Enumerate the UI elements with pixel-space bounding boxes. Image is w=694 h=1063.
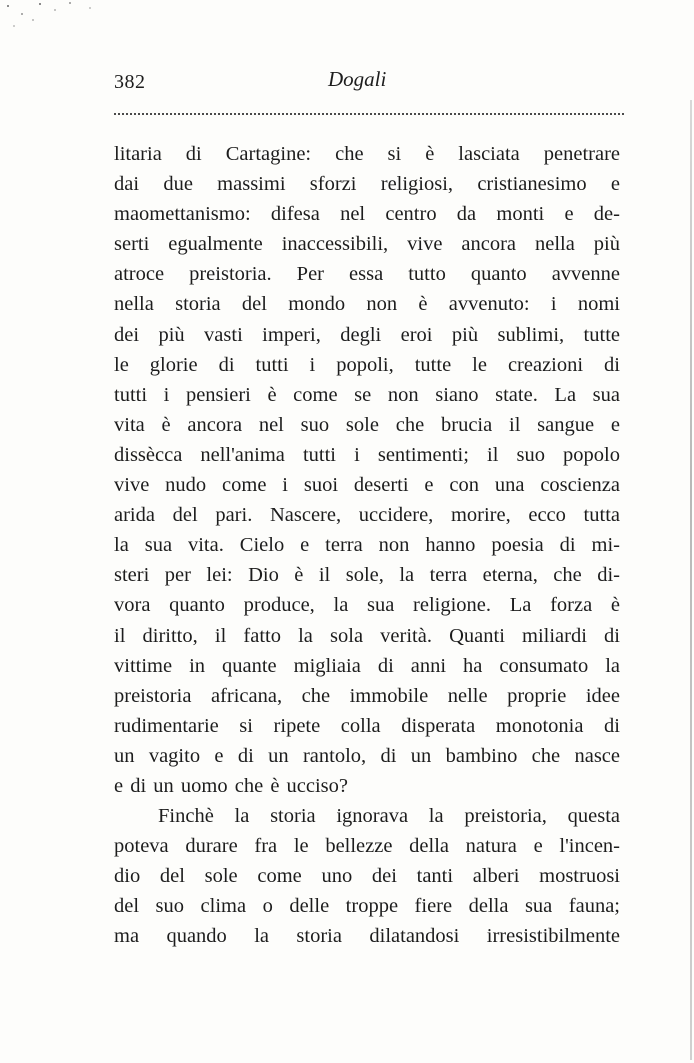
text-line: preistoria africana, che immobile nelle proprie idee [114, 684, 620, 707]
header-dotted-rule [114, 113, 624, 115]
text-line: la sua vita. Cielo e terra non hanno poesia di mi- [114, 534, 620, 557]
text-line: arida del pari. Nascere, uccidere, morire, ecco tutta [114, 504, 620, 527]
page-edge-shadow [690, 100, 692, 1060]
text-line: vita è ancora nel suo sole che brucia il sangue e [114, 413, 620, 436]
text-line: dai due massimi sforzi religiosi, cristianesimo e [114, 173, 620, 196]
text-line: dio del sole come uno dei tanti alberi mostruosi [114, 865, 620, 888]
body-text [114, 139, 620, 952]
page-number: 382 [114, 71, 146, 93]
text-line: dei più vasti imperi, degli eroi più sublimi, tutte [114, 323, 620, 346]
scan-speckle-decoration [0, 0, 110, 40]
text-line: litaria di Cartagine: che si è lasciata penetrare [114, 143, 620, 165]
text-line: ma quando la storia dilatandosi irresistibilmente [114, 925, 620, 948]
text-line: atroce preistoria. Per essa tutto quanto avvenne [114, 263, 620, 286]
text-line: rudimentarie si ripete colla disperata monotonia di [114, 714, 620, 737]
text-line: e di un uomo che è ucciso? [114, 774, 349, 797]
text-line: vive nudo come i suoi deserti e con una coscienza [114, 474, 620, 497]
text-line: maomettanismo: difesa nel centro da monti e de- [114, 203, 620, 226]
text-line: Finchè la storia ignorava la preistoria, questa [158, 805, 620, 828]
text-line: del suo clima o delle troppe fiere della sua fauna; [114, 895, 620, 918]
text-line: le glorie di tutti i popoli, tutte le creazioni di [114, 353, 620, 376]
text-line: un vagito e di un rantolo, di un bambino che nasce [114, 744, 620, 767]
text-line: il diritto, il fatto la sola verità. Quanti miliardi di [114, 624, 620, 647]
text-line: poteva durare fra le bellezze della natura e l'incen- [114, 835, 620, 858]
text-line: tutti i pensieri è come se non siano state. La sua [114, 383, 620, 406]
running-head-title: Dogali [328, 67, 387, 91]
text-line: vittime in quante migliaia di anni ha consumato la [114, 654, 620, 677]
text-line: steri per lei: Dio è il sole, la terra eterna, che di- [114, 564, 620, 587]
text-line: nella storia del mondo non è avvenuto: i nomi [114, 293, 620, 316]
text-line: dissècca nell'anima tutti i sentimenti; il suo popolo [114, 443, 620, 466]
text-line: serti egualmente inaccessibili, vive ancora nella più [114, 233, 620, 256]
text-line: vora quanto produce, la sua religione. La forza è [114, 594, 620, 617]
